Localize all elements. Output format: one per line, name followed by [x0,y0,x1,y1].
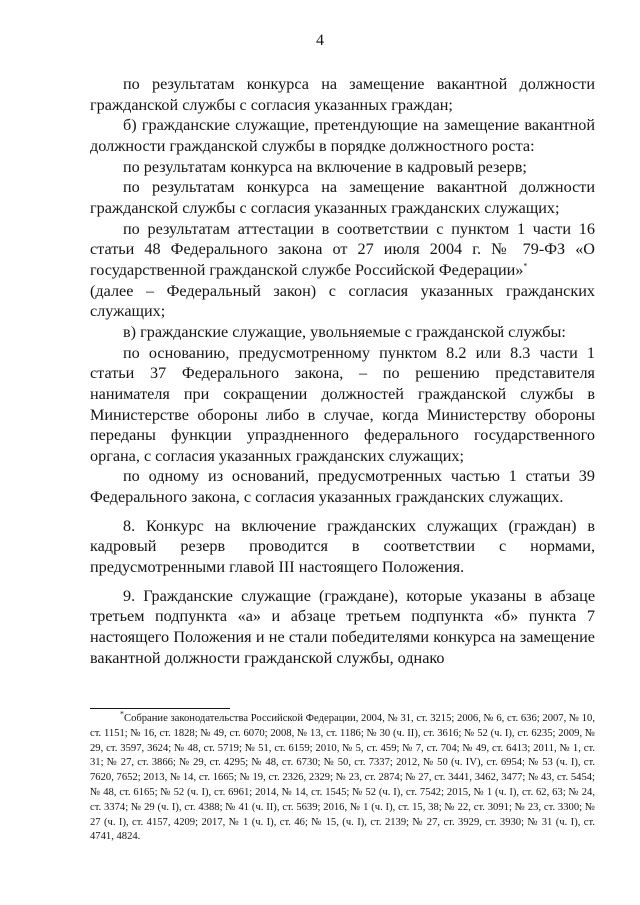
footnote [90,709,595,845]
paragraph-competition-vacancy-servants: по результатам конкурса на замещение вакантной должности гражданской службы с согласия указанных гражданских служащих; [90,178,595,217]
paragraph-dismissal-other: по одному из оснований, предусмотренных частью 1 статьи 39 Федерального закона, с согласия указанных гражданских служащих. [90,467,595,507]
paragraph-attestation-text: по результатам аттестации в соответствии с пунктом 1 части 16 статьи 48 Федерального закона от 27 июля 2004 г. № 79-ФЗ «О государственной гражданской службе Российской Федерации» [90,219,595,279]
paragraph-item-b: б) гражданские служащие, претендующие на замещение вакантной должности гражданской службы в порядке должностного роста: [90,116,595,155]
paragraph-attestation-continued: (далее – Федеральный закон) с согласия указанных гражданских служащих; [90,281,595,321]
paragraph-reserve-competition: по результатам конкурса на включение в кадровый резерв; [123,157,527,176]
body-text [90,74,595,668]
footnote-text: Собрание законодательства Российской Федерации, 2004, № 31, ст. 3215; 2006, № 6, ст. 636; 2007, № 10, ст. 1151; № 16, ст. 1828; № 49, ст. 6070; 2008, № 13, ст. 1186; № 30 (ч. II), ст. 3616; № 52 (ч. I), ст. 6235; 2009, № 29, ст. 3597, 3624; № 48, ст. 5719; № 51, ст. 6159; 2010, № 5, ст. 459; № 7, ст. 704; № 49, ст. 6413; 2011, № 1, ст. 31; № 27, ст. 3866; № 29, ст. 4295; № 48, ст. 6730; № 50, ст. 7337; 2012, № 50 (ч. IV), ст. 6954; № 53 (ч. I), ст. 7620, 7652; 2013, № 14, ст. 1665; № 19, ст. 2326, 2329; № 23, ст. 2874; № 27, ст. 3441, 3462, 3477; № 43, ст. 5454; № 48, ст. 6165; № 52 (ч. I), ст. 6961; 2014, № 14, ст. 1545; № 52 (ч. I), ст. 7542; 2015, № 1 (ч. I), ст. 62, 63; № 24, ст. 3374; № 29 (ч. I), ст. 4388; № 41 (ч. II), ст. 5639; 2016, № 1 (ч. I), ст. 15, 38; № 22, ст. 3091; № 23, ст. 3300; № 27 (ч. I), ст. 4157, 4209; 2017, № 1 (ч. I), ст. 46; № 15, (ч. I), ст. 2139; № 27, ст. 3929, ст. 3930; № 31 (ч. I), ст. 4741, 4824. [90,713,595,843]
footnote-marker: * [120,709,124,719]
paragraph-section-8: 8. Конкурс на включение гражданских служащих (граждан) в кадровый резерв проводится в соответствии с нормами, предусмотренными главой III настоящего Положения. [90,516,595,577]
paragraph-gap [90,508,595,516]
footnote-separator [90,708,230,709]
paragraph-dismissal-basis: по основанию, предусмотренному пунктом 8.2 или 8.3 части 1 статьи 37 Федерального закона, – по решению представителя нанимателя при сокращении должностей гражданской службы в Министерстве обороны либо в случае, когда Министерству обороны переданы функции упраздненного федерального государственного органа, с согласия указанных гражданских служащих; [90,343,595,465]
footnote-reference: * [523,261,528,271]
paragraph-item-v: в) гражданские служащие, увольняемые с гражданской службы: [123,322,566,341]
paragraph-competition-vacancy-citizens: по результатам конкурса на замещение вакантной должности гражданской службы с согласия указанных граждан; [90,75,595,114]
footnote-paragraph [90,709,595,845]
paragraph-attestation [90,219,595,281]
paragraph-gap [90,578,595,586]
paragraph-section-9: 9. Гражданские служащие (граждане), которые указаны в абзаце третьем подпункта «а» и абзаце третьем подпункта «б» пункта 7 настоящего Положения и не стали победителями конкурса на замещение вакантной должности гражданской службы, однако [90,586,595,667]
page-number: 4 [316,32,324,49]
